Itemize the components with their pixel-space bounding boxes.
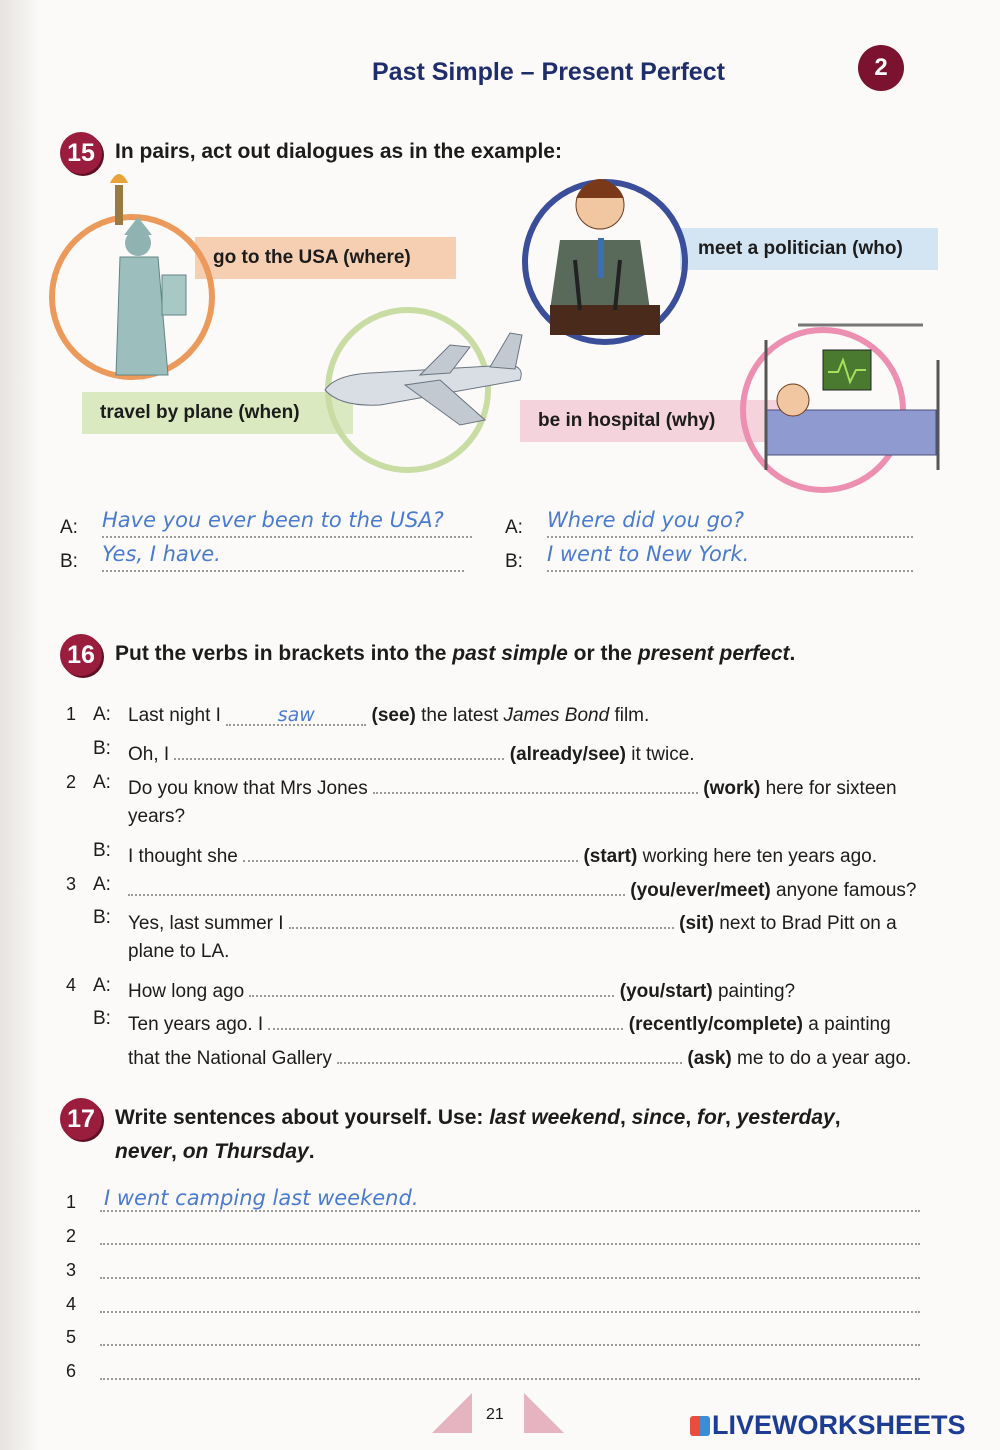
left-a-answer-line[interactable] xyxy=(102,508,472,538)
exercise-17-instruction-line2: never, on Thursday. xyxy=(115,1140,315,1163)
ex16-line-9: that the National Gallery (ask) me to do a year ago. xyxy=(128,1042,911,1070)
ex16-line-4: I thought she (start) working here ten years ago. xyxy=(128,840,877,868)
page-decoration-right xyxy=(524,1393,564,1433)
ex16-line-3: Do you know that Mrs Jones (work) here for sixteen xyxy=(128,772,897,800)
item-number: 3 xyxy=(66,874,77,894)
liveworksheets-logo: LIVEWORKSHEETS xyxy=(690,1410,966,1441)
ex16-blank-2b[interactable] xyxy=(243,840,578,862)
item-number: 4 xyxy=(66,1294,77,1314)
ex16-blank-4b[interactable] xyxy=(268,1008,623,1030)
left-b-answer: Yes, I have. xyxy=(102,542,221,566)
exercise-15-instruction: In pairs, act out dialogues as in the example: xyxy=(115,140,562,163)
write-line-4[interactable] xyxy=(100,1311,920,1313)
prompt-meet-politician: meet a politician (who) xyxy=(680,228,938,270)
write-line-3[interactable] xyxy=(100,1277,920,1279)
politician-illustration xyxy=(520,160,700,360)
item-number: 5 xyxy=(66,1327,77,1347)
ex16-blank-4c[interactable] xyxy=(337,1042,682,1064)
write-line-5[interactable] xyxy=(100,1344,920,1346)
speaker-label: A: xyxy=(93,975,111,996)
right-a-label: A: xyxy=(505,517,523,538)
exercise-15-badge: 15 xyxy=(60,132,102,174)
prompt-be-in-hospital: be in hospital (why) xyxy=(520,400,781,442)
page-title: Past Simple – Present Perfect xyxy=(372,58,725,86)
right-b-label: B: xyxy=(505,551,523,572)
speaker-label: B: xyxy=(93,738,111,759)
unit-badge: 2 xyxy=(858,45,904,91)
speaker-label: A: xyxy=(93,704,111,725)
left-b-answer-line[interactable] xyxy=(102,542,464,572)
airplane-illustration xyxy=(310,305,540,480)
ex16-line-1: Last night I saw (see) the latest James Bond film. xyxy=(128,704,650,726)
write-line-1[interactable] xyxy=(100,1210,920,1212)
ex16-blank-1b[interactable] xyxy=(174,738,504,760)
ex16-blank-3a[interactable] xyxy=(128,874,625,896)
left-a-label: A: xyxy=(60,517,78,538)
left-a-answer: Have you ever been to the USA? xyxy=(102,508,444,532)
left-b-label: B: xyxy=(60,551,78,572)
ex16-line-8: Ten years ago. I (recently/complete) a painting xyxy=(128,1008,891,1036)
right-a-answer: Where did you go? xyxy=(547,508,744,532)
item-number: 3 xyxy=(66,1260,77,1280)
item-number: 1 xyxy=(66,704,77,724)
exercise-16-instruction: Put the verbs in brackets into the past simple or the present perfect. xyxy=(115,642,796,665)
ex16-line-6-cont: plane to LA. xyxy=(128,941,230,962)
speaker-label: B: xyxy=(93,840,111,861)
statue-of-liberty-illustration xyxy=(40,165,255,390)
speaker-label: B: xyxy=(93,1008,111,1029)
ex16-line-2: Oh, I (already/see) it twice. xyxy=(128,738,695,766)
write-line-2[interactable] xyxy=(100,1243,920,1245)
exercise-17-badge: 17 xyxy=(60,1098,102,1140)
item-number: 4 xyxy=(66,975,77,995)
speaker-label: A: xyxy=(93,874,111,895)
ex16-blank-1a[interactable]: saw xyxy=(226,704,366,726)
exercise-17-instruction-line1: Write sentences about yourself. Use: last weekend, since, for, yesterday, xyxy=(115,1106,841,1129)
ex16-line-7: How long ago (you/start) painting? xyxy=(128,975,795,1003)
speaker-label: A: xyxy=(93,772,111,793)
item-number: 6 xyxy=(66,1361,77,1381)
ex16-line-6: Yes, last summer I (sit) next to Brad Pitt on a xyxy=(128,907,897,935)
prompt-go-to-usa: go to the USA (where) xyxy=(195,237,456,279)
ex16-line-5: (you/ever/meet) anyone famous? xyxy=(128,874,917,902)
write-line-6[interactable] xyxy=(100,1378,920,1380)
ex16-blank-2a[interactable] xyxy=(373,772,698,794)
ex16-blank-4a[interactable] xyxy=(249,975,614,997)
page-decoration-left xyxy=(432,1393,472,1433)
item-number: 1 xyxy=(66,1192,77,1212)
hospital-bed-illustration xyxy=(738,300,963,495)
ex16-line-3-cont: years? xyxy=(128,806,186,827)
prompt-travel-by-plane: travel by plane (when) xyxy=(82,392,353,434)
page-number: 21 xyxy=(486,1406,504,1423)
liveworksheets-icon xyxy=(690,1416,710,1436)
item-number: 2 xyxy=(66,1226,77,1246)
ex16-blank-3b[interactable] xyxy=(289,907,674,929)
right-b-answer: I went to New York. xyxy=(547,542,750,566)
write-line-1-answer: I went camping last weekend. xyxy=(104,1186,419,1210)
item-number: 2 xyxy=(66,772,77,792)
right-b-answer-line[interactable] xyxy=(547,542,913,572)
speaker-label: B: xyxy=(93,907,111,928)
exercise-16-badge: 16 xyxy=(60,634,102,676)
right-a-answer-line[interactable] xyxy=(547,508,913,538)
